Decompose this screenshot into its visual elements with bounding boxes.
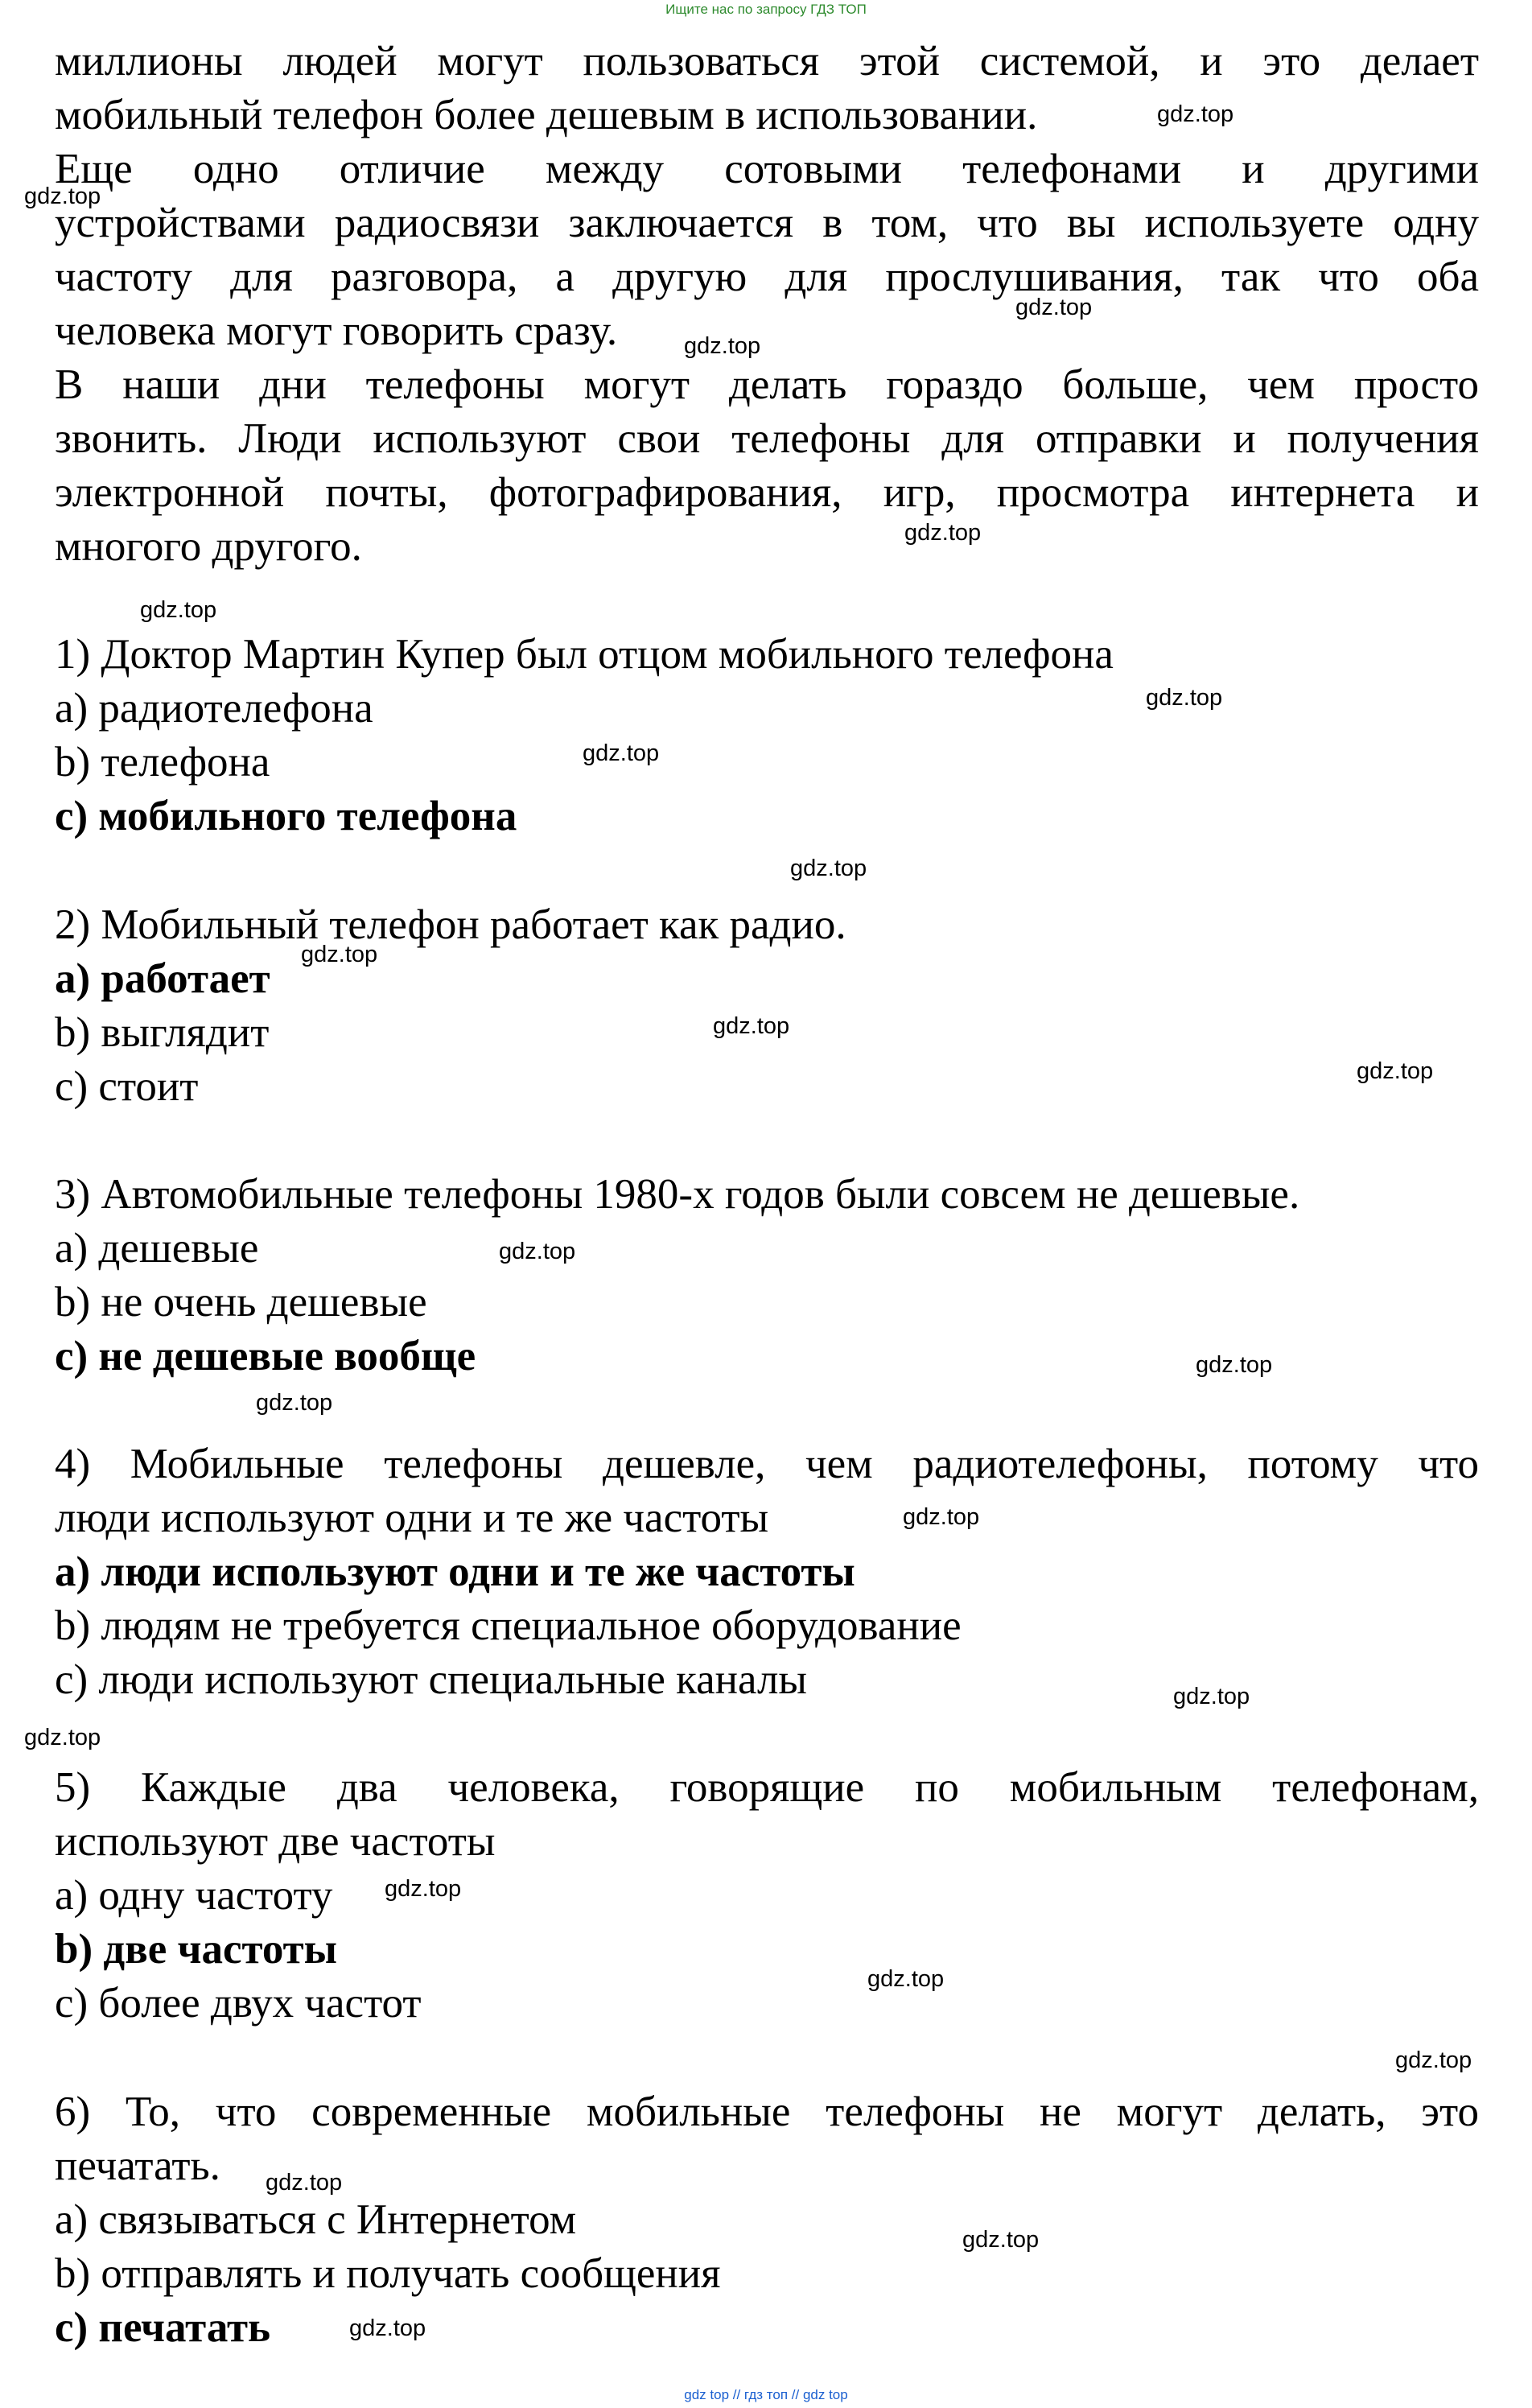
answer-4a: a) люди используют одни и те же частоты xyxy=(55,1548,855,1595)
watermark: gdz.top xyxy=(301,942,378,967)
watermark: gdz.top xyxy=(867,1966,945,1992)
question-4: 4) Мобильные телефоны дешевле, чем радиотелефоны, потому что xyxy=(55,1441,1479,1487)
watermark: gdz.top xyxy=(140,597,217,623)
watermark: gdz.top xyxy=(1395,2047,1472,2073)
option-6a: a) связываться с Интернетом xyxy=(55,2196,577,2243)
question-6-cont: печатать. xyxy=(55,2142,220,2189)
paragraph-line: мобильный телефон более дешевым в использовании. xyxy=(55,92,1038,138)
option-6b: b) отправлять и получать сообщения xyxy=(55,2250,721,2297)
question-2: 2) Мобильный телефон работает как радио. xyxy=(55,901,846,948)
question-4-cont: люди используют одни и те же частоты xyxy=(55,1495,769,1541)
watermark: gdz.top xyxy=(904,520,982,546)
paragraph-line: В наши дни телефоны могут делать гораздо больше, чем просто xyxy=(55,361,1479,408)
watermark: gdz.top xyxy=(24,1725,101,1750)
watermark: gdz.top xyxy=(684,333,761,359)
option-1b: b) телефона xyxy=(55,739,270,785)
answer-3c: c) не дешевые вообще xyxy=(55,1333,476,1379)
watermark: gdz.top xyxy=(903,1504,980,1530)
watermark: gdz.top xyxy=(962,2227,1040,2253)
question-1: 1) Доктор Мартин Купер был отцом мобильного телефона xyxy=(55,631,1114,678)
question-5: 5) Каждые два человека, говорящие по мобильным телефонам, xyxy=(55,1764,1479,1811)
paragraph-line: звонить. Люди используют свои телефоны для отправки и получения xyxy=(55,415,1479,462)
option-3a: a) дешевые xyxy=(55,1225,259,1272)
watermark: gdz.top xyxy=(266,2170,343,2196)
watermark: gdz.top xyxy=(1015,295,1093,320)
option-1a: a) радиотелефона xyxy=(55,685,373,732)
option-5a: a) одну частоту xyxy=(55,1872,333,1919)
question-5-cont: используют две частоты xyxy=(55,1818,496,1865)
watermark: gdz.top xyxy=(713,1013,790,1039)
option-4c: c) люди используют специальные каналы xyxy=(55,1656,808,1703)
question-6: 6) То, что современные мобильные телефоны не могут делать, это xyxy=(55,2088,1479,2135)
option-2b: b) выглядит xyxy=(55,1009,270,1056)
watermark: gdz.top xyxy=(583,740,660,766)
watermark: gdz.top xyxy=(349,2315,426,2341)
watermark: gdz.top xyxy=(1146,685,1223,711)
paragraph-line: частоту для разговора, а другую для прослушивания, так что оба xyxy=(55,254,1479,300)
option-3b: b) не очень дешевые xyxy=(55,1279,427,1326)
answer-2a: a) работает xyxy=(55,955,270,1002)
watermark: gdz.top xyxy=(790,856,867,881)
paragraph-line: многого другого. xyxy=(55,523,362,570)
paragraph-line: электронной почты, фотографирования, игр, просмотра интернета и xyxy=(55,469,1479,516)
watermark: gdz.top xyxy=(385,1876,462,1902)
option-4b: b) людям не требуется специальное оборудование xyxy=(55,1602,962,1649)
watermark: gdz.top xyxy=(1157,101,1234,127)
watermark: gdz.top xyxy=(1173,1684,1250,1709)
watermark: gdz.top xyxy=(24,183,101,209)
paragraph-line: устройствами радиосвязи заключается в том, что вы используете одну xyxy=(55,200,1479,246)
question-3: 3) Автомобильные телефоны 1980-х годов были совсем не дешевые. xyxy=(55,1171,1300,1218)
paragraph-line: миллионы людей могут пользоваться этой системой, и это делает xyxy=(55,38,1479,85)
paragraph-line: Еще одно отличие между сотовыми телефонами и другими xyxy=(55,146,1479,192)
footer-links[interactable]: gdz top // гдз топ // gdz top xyxy=(684,2387,848,2402)
option-5c: c) более двух частот xyxy=(55,1980,422,2027)
option-2c: c) стоит xyxy=(55,1063,199,1110)
watermark: gdz.top xyxy=(499,1239,576,1264)
answer-5b: b) две частоты xyxy=(55,1926,338,1973)
paragraph-line: человека могут говорить сразу. xyxy=(55,307,618,354)
answer-1c: c) мобильного телефона xyxy=(55,793,517,839)
header-link[interactable]: Ищите нас по запросу ГДЗ ТОП xyxy=(665,2,867,17)
watermark: gdz.top xyxy=(1196,1352,1273,1378)
watermark: gdz.top xyxy=(256,1390,333,1416)
watermark: gdz.top xyxy=(1357,1058,1434,1084)
answer-6c: c) печатать xyxy=(55,2304,271,2351)
